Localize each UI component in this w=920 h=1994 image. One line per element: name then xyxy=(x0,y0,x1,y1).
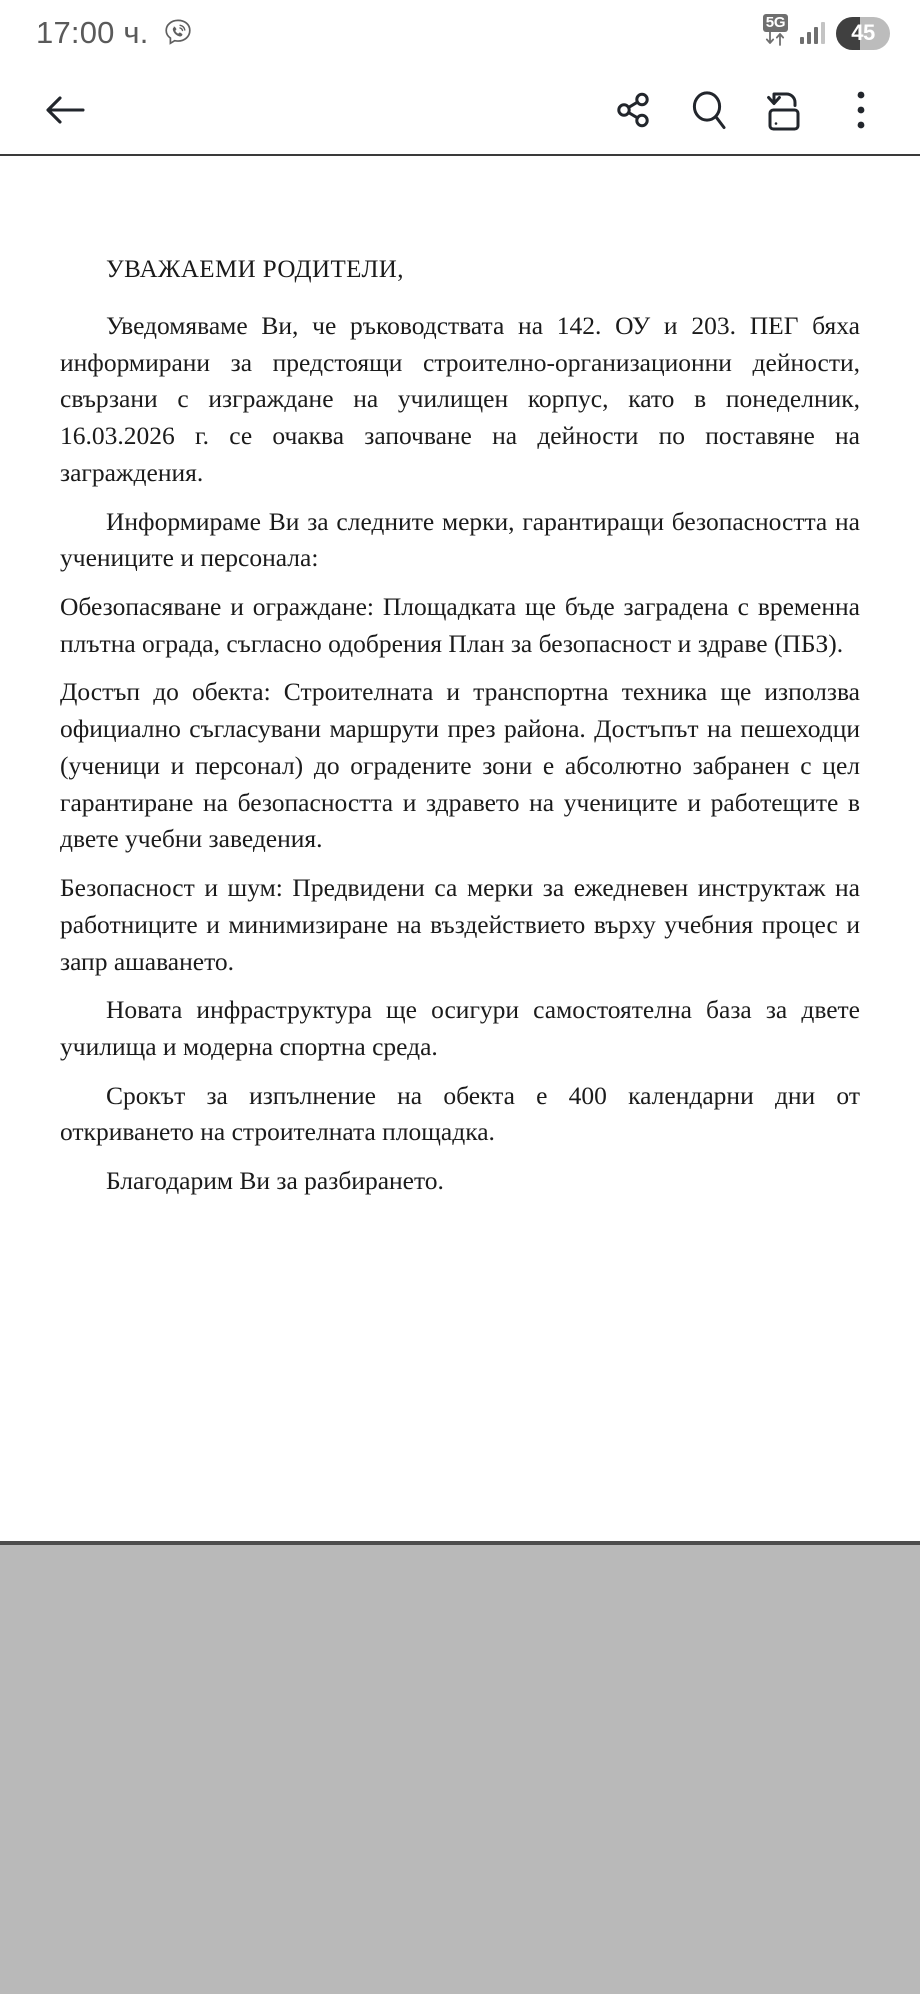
status-bar xyxy=(0,0,920,66)
back-button[interactable] xyxy=(34,79,96,141)
document-page xyxy=(0,156,920,1541)
network-type-label: 5G xyxy=(763,14,788,32)
page-bottom-edge xyxy=(0,1541,920,1545)
document-paragraph: Новата инфраструктура ще осигури самостоятелна база за двете училища и модерна спортна среда. xyxy=(60,995,860,1061)
document-body xyxy=(60,252,860,1200)
battery-percent-label: 45 xyxy=(851,20,875,45)
document-paragraph: Безопасност и шум: Предвидени са мерки за ежедневен инструктаж на работниците и минимизиране на въздействието върху учебния процес и запр ашаването. xyxy=(60,873,860,976)
status-bar-left xyxy=(36,15,193,51)
share-button[interactable] xyxy=(602,79,664,141)
app-toolbar xyxy=(0,66,920,154)
more-options-button[interactable] xyxy=(830,79,892,141)
battery-indicator xyxy=(836,17,890,50)
document-paragraph: Информираме Ви за следните мерки, гарантиращи безопасността на учениците и персонала: xyxy=(60,506,860,573)
document-heading: УВАЖАЕМИ РОДИТЕЛИ, xyxy=(106,256,404,283)
document-paragraph: Благодарим Ви за разбирането. xyxy=(106,1166,444,1196)
document-paragraph: Обезопасяване и ограждане: Площадката ще бъде заградена с временна плътна ограда, съгласно одобрения План за безопасност и здраве (ПБЗ). xyxy=(60,592,860,658)
status-bar-right xyxy=(763,14,891,52)
document-paragraph: Достъп до обекта: Строителната и транспортна техника ще използва официално съгласувани маршрути през района. Достъпът на пешеходци (ученици и персонал) до оградените зони е абсолютно забранен с цел гарантиране на безопасността и здравето на учениците и работещите в двете учебни заведения. xyxy=(60,677,860,854)
network-indicator xyxy=(763,14,789,52)
search-button[interactable] xyxy=(678,79,740,141)
document-paragraph-list xyxy=(60,308,860,1200)
screen-rotate-button[interactable] xyxy=(754,79,816,141)
status-clock: 17:00 ч. xyxy=(36,15,149,50)
data-transfer-arrows-icon xyxy=(763,31,789,52)
viber-icon xyxy=(163,18,193,48)
signal-strength-icon xyxy=(800,22,826,44)
document-viewer[interactable] xyxy=(0,156,920,1994)
document-paragraph: Уведомяваме Ви, че ръководствата на 142. ОУ и 203. ПЕГ бяха информирани за предстоящи строително-организационни дейности, свързани с изграждане на училищен корпус, като в понеделник, 16.03.2026 г. се очаква започване на дейности по поставяне на заграждения. xyxy=(60,311,860,487)
document-paragraph: Срокът за изпълнение на обекта е 400 календарни дни от откриването на строителната площадка. xyxy=(60,1080,860,1147)
